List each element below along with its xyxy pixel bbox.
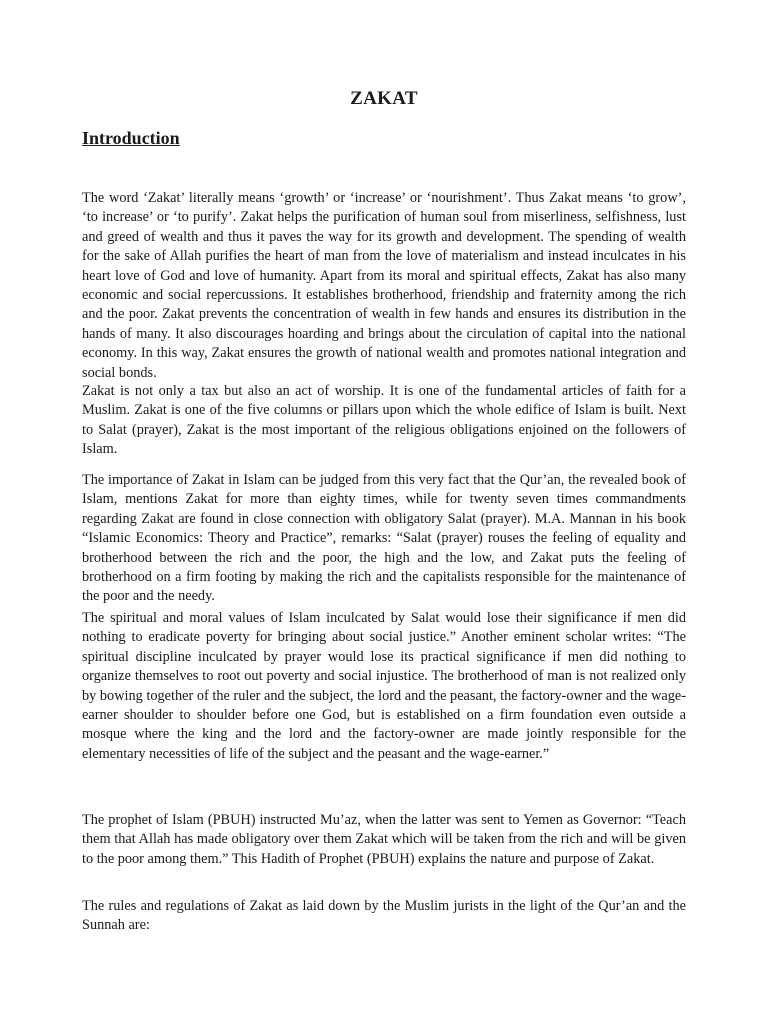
paragraph-hadith: The prophet of Islam (PBUH) instructed Mu’az, when the latter was sent to Yemen as Governor: “Teach them that Allah has made obligatory over them Zakat which will be taken from the rich and will be given to the poor among them.” This Hadith of Prophet (PBUH) explains the nature and purpose of Zakat. xyxy=(82,812,686,867)
paragraph-spiritual-values: The spiritual and moral values of Islam inculcated by Salat would lose their significance if men did nothing to eradicate poverty for bringing about social justice.” Another eminent scholar writes: “The spiritual discipline inculcated by prayer would lose its practical significance if men did nothing to organize themselves to root out poverty and social injustice. The brotherhood of man is not realized only by bowing together of the ruler and the subject, the lord and the peasant, the factory-owner and the wage-earner shoulder to shoulder before one God, but is established on a firm foundation even outside a mosque where the king and the lord and the factory-owner are made jointly responsible for the elementary necessities of life of the subject and the peasant and the wage-earner.” xyxy=(82,610,686,762)
paragraph-rules-intro: The rules and regulations of Zakat as laid down by the Muslim jurists in the light of the Qur’an and the Sunnah are: xyxy=(82,898,686,934)
paragraph-meaning-of-zakat: The word ‘Zakat’ literally means ‘growth’ or ‘increase’ or ‘nourishment’. Thus Zakat means ‘to grow’, ‘to increase’ or ‘to purify’. Zakat helps the purification of human soul from miserliness, selfishness, lust and greed of wealth and thus it paves the way for its growth and development. The spending of wealth for the sake of Allah purifies the heart of man from the love of materialism and instead inculcates in his heart love of God and love of humanity. Apart from its moral and spiritual effects, Zakat has also many economic and social repercussions. It establishes brotherhood, friendship and fraternity among the rich and the poor. Zakat prevents the concentration of wealth in few hands and ensures its distribution in the hands of many. It also discourages hoarding and brings about the circulation of capital into the national economy. In this way, Zakat ensures the growth of national wealth and promotes national integration and social bonds. xyxy=(82,190,686,381)
paragraph-importance-of-zakat: The importance of Zakat in Islam can be judged from this very fact that the Qur’an, the revealed book of Islam, mentions Zakat for more than eighty times, while for twenty seven times commandments regarding Zakat are found in close connection with obligatory Salat (prayer). M.A. Mannan in his book “Islamic Economics: Theory and Practice”, remarks: “Salat (prayer) rouses the feeling of equality and brotherhood between the rich and the poor, the high and the low, and Zakat puts the feeling of brotherhood on a firm footing by making the rich and the capitalists responsible for the maintenance of the poor and the needy. xyxy=(82,472,686,605)
document-title: ZAKAT xyxy=(350,88,418,109)
paragraph-act-of-worship: Zakat is not only a tax but also an act of worship. It is one of the fundamental articles of faith for a Muslim. Zakat is one of the five columns or pillars upon which the whole edifice of Islam is built. Next to Salat (prayer), Zakat is the most important of the religious obligations enjoined on the followers of Islam. xyxy=(82,383,686,458)
section-heading-introduction: Introduction xyxy=(82,128,180,148)
